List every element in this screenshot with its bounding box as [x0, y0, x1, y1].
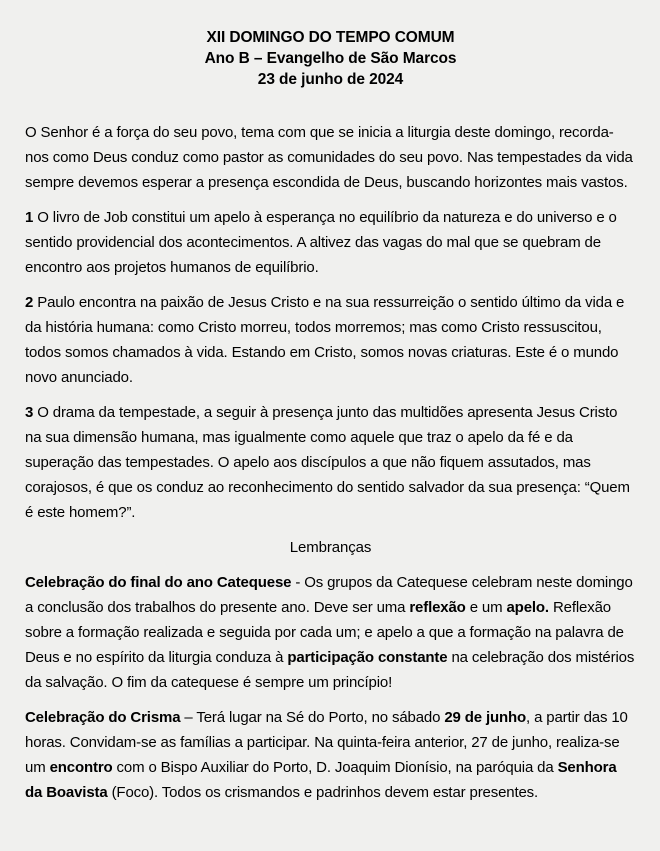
intro-paragraph: O Senhor é a força do seu povo, tema com que se inicia a liturgia deste domingo, recorda-nos como Deus conduz como pastor as comunidades do seu povo. Nas tempestades da vida sempre devemos esperar a presença escondida de Deus, buscando horizontes mais vastos. — [25, 124, 633, 191]
announcement-crisma: Celebração do Crisma – Terá lugar na Sé do Porto, no sábado 29 de junho, a partir das 10 horas. Convidam-se as famílias a participar. Na quinta-feira anterior, 27 de junho, realiza-se um encontro com o Bispo Auxiliar do Porto, D. Joaquim Dionísio, na paróquia da Senhora da Boavista (Foco). Todos os crismandos e padrinhos devem estar presentes. — [25, 709, 628, 801]
commentary-paragraph-3: 3 O drama da tempestade, a seguir à presença junto das multidões apresenta Jesus Cristo na sua dimensão humana, mas igualmente como aquele que traz o apelo da fé e da superação das tempestades. O apelo aos discípulos a que não fiquem assutados, mas corajosos, é que os conduz ao reconhecimento do sentido salvador da sua presença: “Quem é este homem?”. — [25, 404, 630, 521]
section-heading-lembrancas: Lembranças — [289, 539, 372, 556]
document-subtitle: Ano B – Evangelho de São Marcos — [204, 50, 457, 67]
announcement-catequese: Celebração do final do ano Catequese - Os grupos da Catequese celebram neste domingo a conclusão dos trabalhos do presente ano. Deve ser uma reflexão e um apelo. Reflexão sobre a formação realizada e seguida por cada um; e apelo a que a formação na palavra de Deus e no espírito da liturgia conduza à participação constante na celebração dos mistérios da salvação. O fim da catequese é sempre um princípio! — [25, 574, 635, 691]
document-date: 23 de junho de 2024 — [257, 71, 404, 88]
document-title: XII DOMINGO DO TEMPO COMUM — [206, 29, 455, 46]
document-header — [25, 27, 636, 90]
commentary-paragraph-1: 1 O livro de Job constitui um apelo à esperança no equilíbrio da natureza e do universo e o sentido providencial dos acontecimentos. A altivez das vagas do mal que se quebram de encontro aos projetos humanos de equilíbrio. — [25, 209, 617, 276]
commentary-paragraph-2: 2 Paulo encontra na paixão de Jesus Cristo e na sua ressurreição o sentido último da vida e da história humana: como Cristo morreu, todos morremos; mas como Cristo ressuscitou, todos somos chamados à vida. Estando em Cristo, somos novas criaturas. Este é o mundo novo anunciado. — [25, 294, 625, 386]
